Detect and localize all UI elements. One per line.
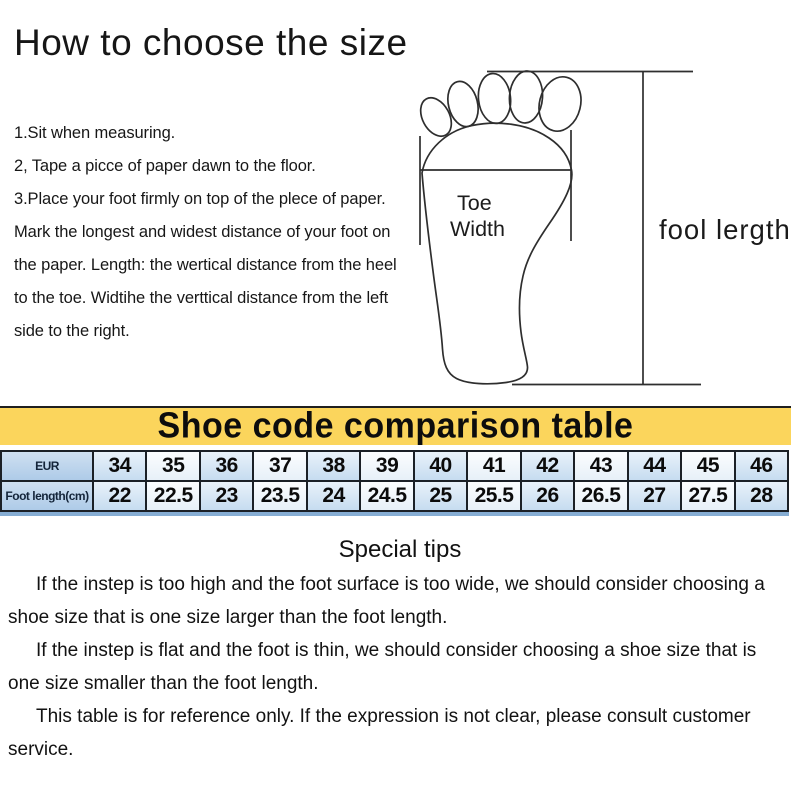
- table-cell: 37: [254, 452, 307, 480]
- table-cell: 22: [94, 482, 147, 510]
- instruction-line: 1.Sit when measuring.: [14, 124, 176, 142]
- size-table: [0, 450, 789, 512]
- special-tips-body: [0, 568, 778, 766]
- toe-width-label-line1: Toe: [457, 191, 492, 215]
- special-tips-heading: Special tips: [338, 536, 462, 563]
- instruction-line: to the toe. Widtihe the verttical distance from the left: [14, 289, 389, 307]
- table-cell: 34: [94, 452, 147, 480]
- table-row-foot-length: [2, 482, 787, 510]
- table-row-eur: [2, 452, 787, 482]
- comparison-table-banner: [0, 406, 791, 445]
- table-cell: 43: [575, 452, 628, 480]
- table-cell: 25: [415, 482, 468, 510]
- banner-title: Shoe code comparison table: [157, 406, 634, 446]
- foot-length-label: fool lergth: [659, 214, 791, 245]
- table-cell: 28: [736, 482, 787, 510]
- table-cell: 44: [629, 452, 682, 480]
- instruction-line: 2, Tape a picce of paper dawn to the floor.: [14, 157, 316, 175]
- table-cell: 27.5: [682, 482, 735, 510]
- table-row-label: Foot length(cm): [2, 482, 94, 510]
- table-cell: 24: [308, 482, 361, 510]
- toe-ellipse: [508, 70, 545, 124]
- table-cell: 27: [629, 482, 682, 510]
- tip-paragraph: If the instep is too high and the foot surface is too wide, we should consider choosing a shoe size that is one size larger than the foot length.: [8, 574, 765, 628]
- toe-ellipse: [476, 72, 513, 125]
- table-cell: 25.5: [468, 482, 521, 510]
- tip-paragraph: This table is for reference only. If the expression is not clear, please consult customer service.: [8, 706, 751, 760]
- table-cell: 46: [736, 452, 787, 480]
- table-cell: 40: [415, 452, 468, 480]
- table-cell: 36: [201, 452, 254, 480]
- table-cell: 23: [201, 482, 254, 510]
- table-cell: 41: [468, 452, 521, 480]
- instruction-line: the paper. Length: the wertical distance from the heel: [14, 256, 397, 274]
- table-cell: 22.5: [147, 482, 200, 510]
- tip-paragraph: If the instep is flat and the foot is thin, we should consider choosing a shoe size that is one size smaller than the foot length.: [8, 640, 757, 694]
- instruction-line: Mark the longest and widest distance of your foot on: [14, 223, 391, 241]
- table-cell: 26.5: [575, 482, 628, 510]
- table-cell: 24.5: [361, 482, 414, 510]
- instruction-line: 3.Place your foot firmly on top of the plece of paper.: [14, 190, 386, 208]
- instruction-line: side to the right.: [14, 322, 130, 340]
- table-cell: 42: [522, 452, 575, 480]
- special-tips-section: [0, 533, 800, 766]
- table-cell: 26: [522, 482, 575, 510]
- table-cell: 35: [147, 452, 200, 480]
- table-cell: 45: [682, 452, 735, 480]
- table-cell: 23.5: [254, 482, 307, 510]
- page-title: How to choose the size: [14, 22, 408, 63]
- table-row-label: EUR: [2, 452, 94, 480]
- table-cell: 39: [361, 452, 414, 480]
- table-cell: 38: [308, 452, 361, 480]
- toe-ellipse: [443, 78, 482, 130]
- foot-outline: [422, 123, 572, 384]
- toe-width-label-line2: Width: [450, 217, 505, 241]
